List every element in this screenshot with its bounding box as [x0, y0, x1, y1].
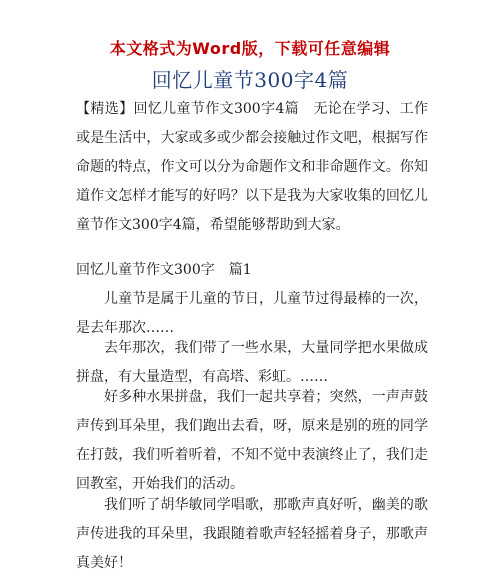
paragraph-4: 我们听了胡华敏同学唱歌，那歌声真好听，幽美的歌声传进我的耳朵里，我跟随着歌声轻轻摇着身子，那歌声真美好！: [76, 497, 428, 571]
intro-paragraph: 【精选】回忆儿童节作文300字4篇 无论在学习、工作或是生活中，大家或多或少都会接触过作文吧，根据写作命题的特点，作文可以分为命题作文和非命题作文。你知道作文怎样才能写的好吗？以下是我为大家收集的回忆儿童节作文300字4篇，希望能够帮助到大家。: [76, 101, 428, 233]
section-heading: 回忆儿童节作文300字 篇1: [76, 262, 252, 278]
paragraph-3: 好多种水果拼盘，我们一起共享着；突然，一声声鼓声传到耳朵里，我们跑出去看，呀，原来是别的班的同学在打鼓，我们听着听着，不知不觉中表演终止了，我们走回教室，开始我们的活动。: [76, 389, 428, 492]
document-title: 回忆儿童节300字4篇: [151, 68, 349, 92]
paragraph-2: 去年那次，我们带了一些水果，大量同学把水果做成拼盘，有大量造型，有高塔、彩虹。……: [76, 340, 428, 385]
paragraph-1: 儿童节是属于儿童的节日，儿童节过得最棒的一次，是去年那次……: [76, 291, 428, 336]
word-format-banner: 本文格式为Word版，下载可任意编辑: [109, 39, 391, 58]
